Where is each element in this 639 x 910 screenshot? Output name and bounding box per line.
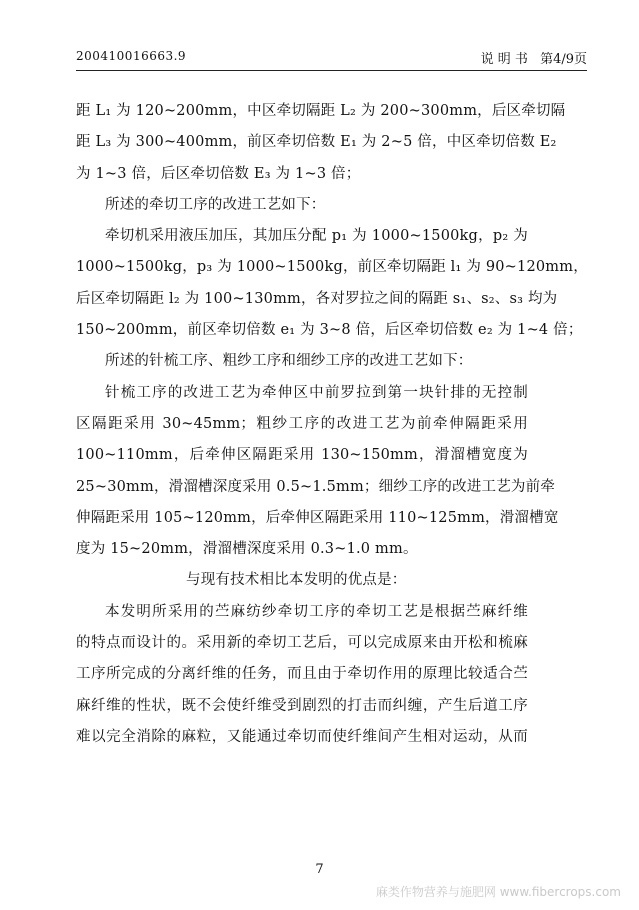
text-line: 所述的牵切工序的改进工艺如下： xyxy=(105,196,326,213)
section-heading: 与现有技术相比本发明的优点是： xyxy=(186,572,407,589)
text-line: 为 1~3 倍，后区牵切倍数 E₃ 为 1~3 倍； xyxy=(76,165,361,182)
text-line: 距 L₃ 为 300~400mm，前区牵切倍数 E₁ 为 2~5 倍，中区牵切倍数 E₂ xyxy=(76,134,557,151)
text-line: 牵切机采用液压加压，其加压分配 p₁ 为 1000~1500kg，p₂ 为 xyxy=(105,228,528,245)
text-line: 100~110mm，后牵伸区隔距采用 130~150mm，滑溜槽宽度为 xyxy=(76,447,528,464)
text-line: 麻纤维的性状，既不会使纤维受到剧烈的打击而纠缠，产生后道工序 xyxy=(76,697,528,714)
page-number: 7 xyxy=(315,862,324,877)
text-line: 的特点而设计的。采用新的牵切工艺后，可以完成原来由开松和梳麻 xyxy=(76,635,528,652)
watermark: 麻类作物营养与施肥网 www.fibercrops.com xyxy=(375,885,621,899)
application-number: 200410016663.9 xyxy=(76,49,187,63)
page-header xyxy=(76,46,587,71)
text-line: 150~200mm，前区牵切倍数 e₁ 为 3~8 倍，后区牵切倍数 e₂ 为 1~4 倍； xyxy=(76,322,583,339)
text-line: 针梳工序的改进工艺为牵伸区中前罗拉到第一块针排的无控制 xyxy=(105,384,528,401)
text-line: 25~30mm，滑溜槽深度采用 0.5~1.5mm；细纱工序的改进工艺为前牵 xyxy=(76,478,556,495)
header-right xyxy=(473,48,587,67)
text-line: 1000~1500kg，p₃ 为 1000~1500kg，前区牵切隔距 l₁ 为 90~120mm， xyxy=(76,259,588,276)
text-line: 工序所完成的分离纤维的任务，而且由于牵切作用的原理比较适合苎 xyxy=(76,666,528,683)
text-line: 后区牵切隔距 l₂ 为 100~130mm，各对罗拉之间的隔距 s₁、s₂、s₃ 均为 xyxy=(76,290,558,307)
text-line: 本发明所采用的苎麻纺纱牵切工序的牵切工艺是根据苎麻纤维 xyxy=(105,603,528,620)
text-line: 所述的针梳工序、粗纱工序和细纱工序的改进工艺如下： xyxy=(105,353,473,370)
document-body xyxy=(76,96,588,753)
page-label: 第4/9页 xyxy=(540,52,587,67)
text-line: 度为 15~20mm，滑溜槽深度采用 0.3~1.0 mm。 xyxy=(76,541,418,558)
text-line: 伸隔距采用 105~120mm，后牵伸区隔距采用 110~125mm，滑溜槽宽 xyxy=(76,509,559,526)
text-line: 区隔距采用 30~45mm；粗纱工序的改进工艺为前牵伸隔距采用 xyxy=(76,415,528,432)
text-line: 距 L₁ 为 120~200mm，中区牵切隔距 L₂ 为 200~300mm，后区牵切隔 xyxy=(76,103,566,119)
document-type-title: 说 明 书 xyxy=(480,52,528,67)
text-line: 难以完全消除的麻粒，又能通过牵切而使纤维间产生相对运动，从而 xyxy=(76,728,528,745)
